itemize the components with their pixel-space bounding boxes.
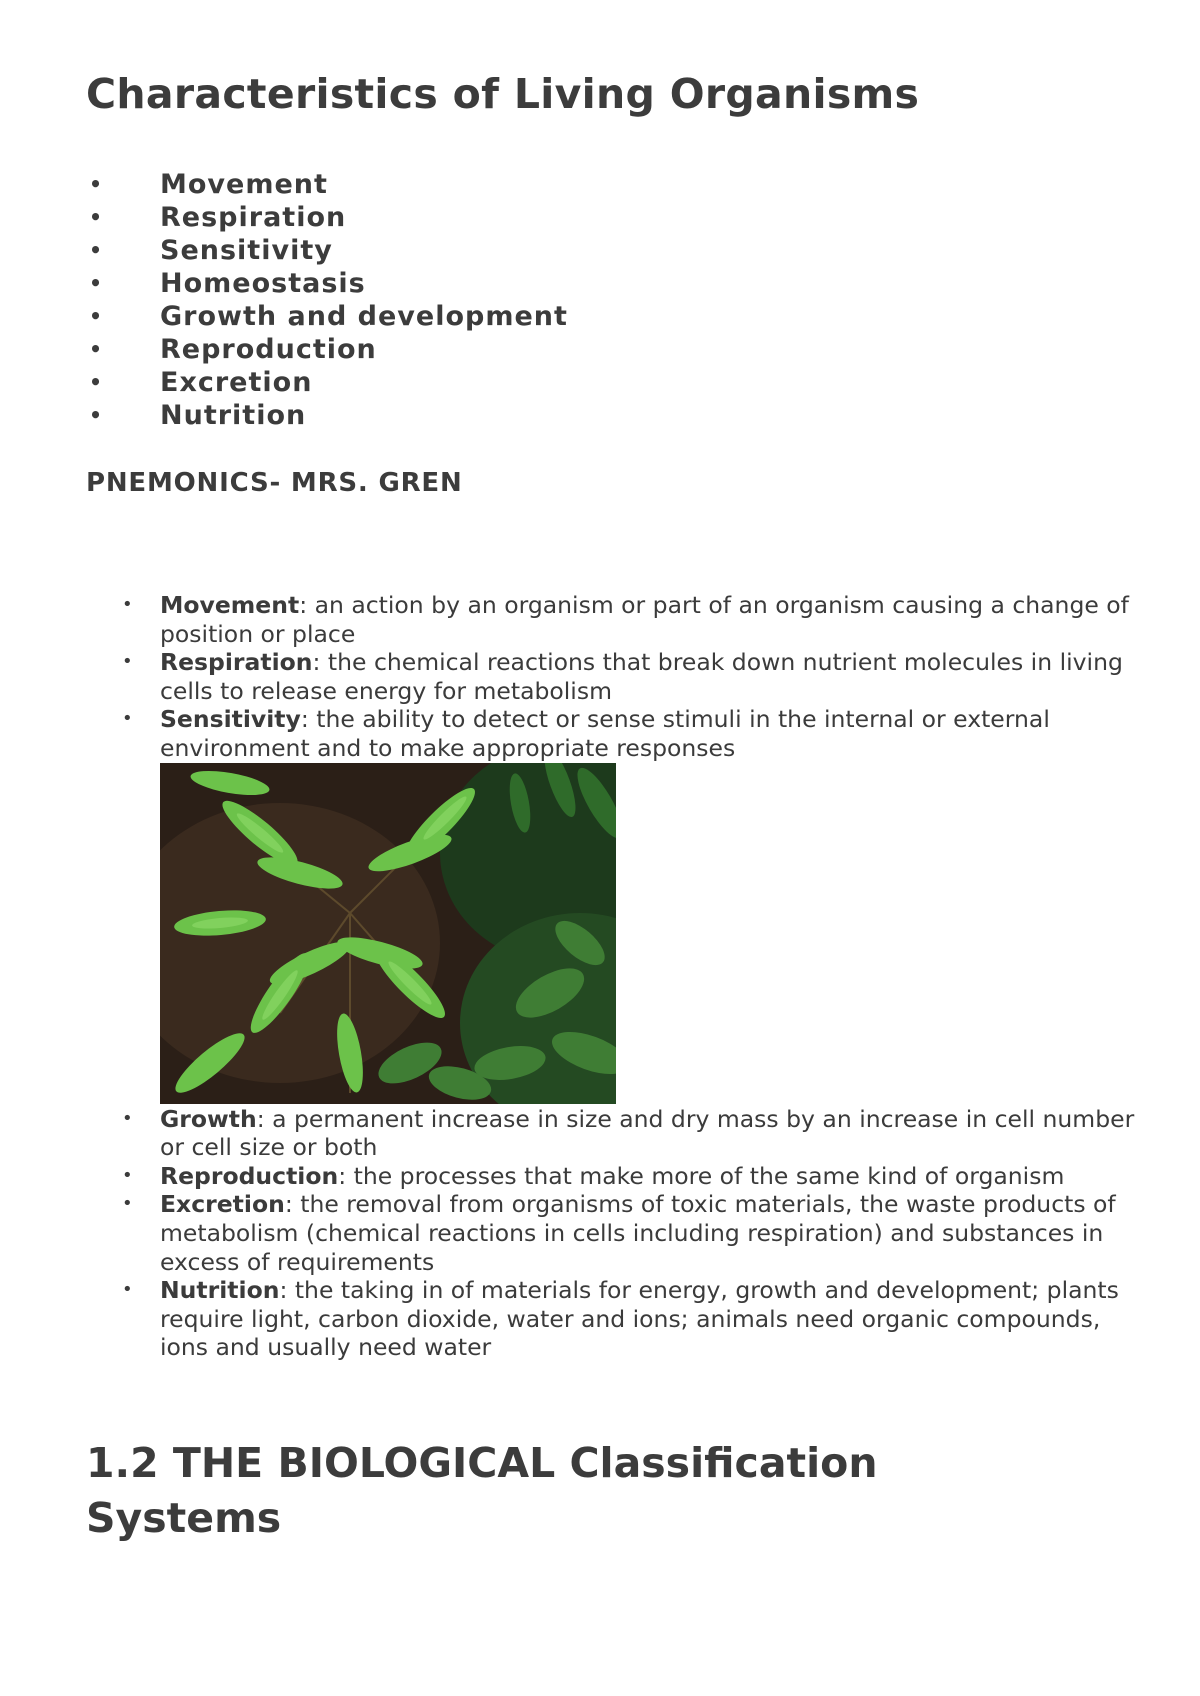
list-item: [86, 168, 568, 201]
section-heading: 1.2 THE BIOLOGICAL Classification Systems: [86, 1439, 878, 1542]
bullet-icon: •: [122, 1164, 133, 1186]
list-item: [86, 399, 568, 432]
definition-text: : the ability to detect or sense stimuli in the internal or external environment and to make appropriate responses: [160, 705, 1050, 762]
definition-text: : a permanent increase in size and dry mass by an increase in cell number or cell size or both: [160, 1104, 1135, 1162]
list-item: [86, 267, 568, 300]
definition-term: Growth: [160, 1104, 257, 1133]
bullet-icon: •: [122, 1193, 133, 1215]
bullet-icon: •: [122, 651, 133, 673]
definition-term: Reproduction: [160, 1161, 339, 1190]
definition-item: [86, 648, 1136, 705]
list-item: [86, 366, 568, 399]
definition-term: Excretion: [160, 1190, 285, 1219]
bullet-icon: •: [89, 370, 103, 394]
list-item: [86, 201, 568, 234]
definition-item: [86, 591, 1136, 648]
bullet-icon: •: [122, 594, 133, 615]
definition-text: : an action by an organism or part of an organism causing a change of position or place: [160, 591, 1129, 648]
mimosa-plant-photo: [160, 763, 616, 1104]
list-item-label: Nutrition: [160, 400, 307, 431]
definition-term: Movement: [160, 591, 300, 619]
bullet-icon: •: [89, 238, 103, 262]
definition-text: : the chemical reactions that break down nutrient molecules in living cells to release energy for metabolism: [160, 648, 1123, 705]
list-item-label: Homeostasis: [160, 268, 366, 299]
bullet-icon: •: [89, 304, 103, 328]
bullet-icon: •: [122, 1107, 133, 1129]
list-item: [86, 333, 568, 366]
definition-term: Sensitivity: [160, 705, 301, 734]
page-title: Characteristics of Living Organisms: [86, 70, 920, 118]
definition-item: [86, 1190, 1136, 1276]
definition-item: [86, 1276, 1136, 1362]
bullet-icon: •: [89, 205, 103, 229]
definition-item: [86, 705, 1136, 762]
definition-term: Respiration: [160, 648, 313, 677]
bullet-icon: •: [89, 271, 103, 295]
bullet-icon: •: [89, 403, 103, 427]
definition-text: : the taking in of materials for energy, growth and development; plants require light, carbon dioxide, water and ions; animals need organic compounds, ions and usually need water: [160, 1276, 1119, 1362]
list-item-label: Excretion: [160, 367, 313, 398]
list-item-label: Respiration: [160, 202, 347, 233]
mnemonic-text: PNEMONICS- MRS. GREN: [86, 468, 463, 498]
definition-item: [86, 1162, 1136, 1191]
list-item: [86, 234, 568, 267]
characteristics-list: [86, 168, 568, 432]
list-item-label: Movement: [160, 169, 328, 200]
list-item-label: Growth and development: [160, 301, 568, 332]
bullet-icon: •: [122, 1279, 133, 1301]
definition-item: [86, 1105, 1136, 1162]
definition-text: : the processes that make more of the same kind of organism: [338, 1161, 1065, 1190]
definitions-list: [86, 591, 1136, 1362]
bullet-icon: •: [122, 708, 133, 730]
list-item-label: Reproduction: [160, 334, 377, 365]
bullet-icon: •: [89, 337, 103, 361]
definition-text: : the removal from organisms of toxic materials, the waste products of metabolism (chemical reactions in cells including respiration) and substances in excess of requirements: [160, 1190, 1116, 1276]
list-item: [86, 300, 568, 333]
bullet-icon: •: [89, 172, 103, 196]
definition-term: Nutrition: [160, 1276, 280, 1305]
list-item-label: Sensitivity: [160, 235, 333, 266]
